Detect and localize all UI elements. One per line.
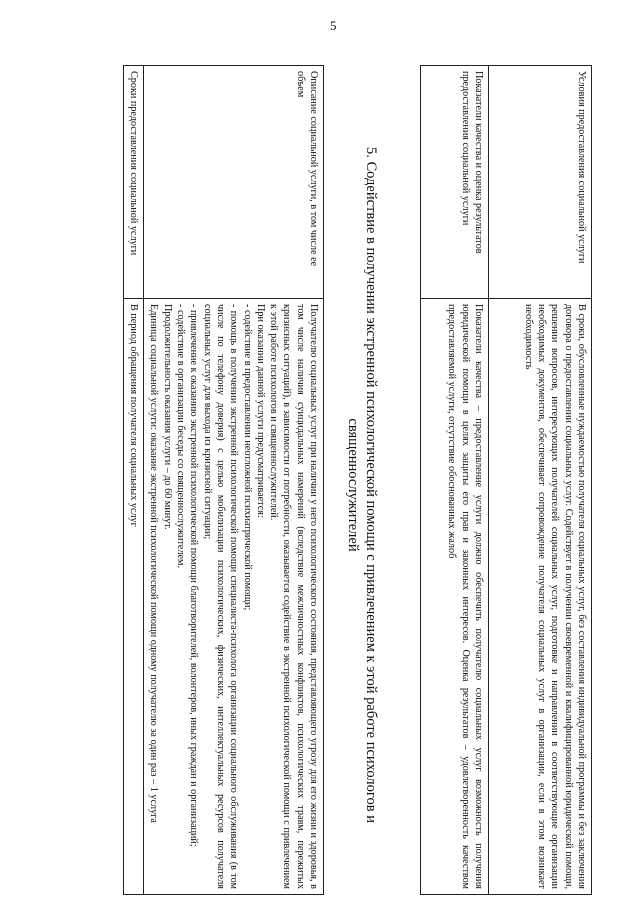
text-line: В период обращения получателя социальных услуг — [128, 304, 140, 527]
services-table-part-2 — [123, 65, 324, 895]
table-row — [123, 66, 143, 895]
row-text: В сроки, обусловленные нуждаемостью получателя социальных услуг, без составления индивидуальной программы и без заключения договора о предоставлении социальных услуг. Содействует в получении своевременной и квалифицированной юридической помощи, решении вопросов, интересующих получателей социальных услуг, подготовке и направлении в соответствующие организации необходимых документов, обеспечивает сопровождение получателя социальных услуг в организации, если в этом возникает необходимость — [489, 299, 592, 895]
page-number: 5 — [330, 18, 337, 33]
text-line: - привлечение к оказанию экстренной психологической помощи благотворителей, волонтеров, иных граждан и организаций; — [188, 304, 200, 847]
text-line: - помощь в получении экстренной психологической помощи специалиста-психолога организации социального обслуживания (в том числе по телефону доверия) с целью мобилизации психологических, физических, интеллектуальных ресурсов получателя социальных услуг для выхода из кризисной ситуации; — [201, 304, 240, 889]
row-text — [123, 299, 143, 895]
text-line: Получателю социальных услуг при наличии у него психологического состояния, представляющего угрозу для его жизни и здоровья, в том числе наличия суицидальных намерений (вследствие межличностных конфликтов, психологических травм, пережитых кризисных ситуаций), в зависимости от потребности, оказывается содействие в экстренной психологической помощи с привлечением к этой работе психологов и священнослужителей. — [268, 304, 319, 889]
row-text: Показатели качества – предоставление услуги должно обеспечить получателю социальных услуг возможность получения юридической помощи в целях защиты его прав и законных интересов. Оценка результатов – удовлетворенность качеством предоставляемой услуги, отсутствие обоснованных жалоб — [421, 299, 489, 895]
section-heading: 5. Содействие в получении экстренной психологической помощи с привлечением к этой работе психологов и священнослужителей — [345, 147, 379, 823]
text-line: - содействие в организации беседы со священнослужителем. — [175, 304, 187, 569]
row-label: Описание социальной услуги, в том числе ее объем — [144, 66, 324, 299]
text-line: Единица социальной услуги: оказание экстренной психологической помощи одному получателю за один раз – 1 услуга — [148, 304, 160, 823]
row-label: Условия предоставления социальной услуги — [489, 66, 592, 299]
row-label: Сроки предоставления социальной услуги — [123, 66, 143, 299]
rotated-page-content — [77, 65, 592, 895]
row-label: Показатели качества и оценка результатов предоставления социальной услуги — [421, 66, 489, 299]
table-row — [144, 66, 324, 895]
row-text — [144, 299, 324, 895]
text-line: Продолжительность оказания услуги – до 60 минут. — [161, 304, 173, 530]
text-line: - содействие в предоставлении неотложной психиатрической помощи; — [241, 304, 253, 611]
table-row — [421, 66, 489, 895]
services-table-part-1 — [420, 65, 592, 895]
table-row — [489, 66, 592, 895]
text-line: При оказании данной услуги предусматривается: — [254, 304, 266, 518]
